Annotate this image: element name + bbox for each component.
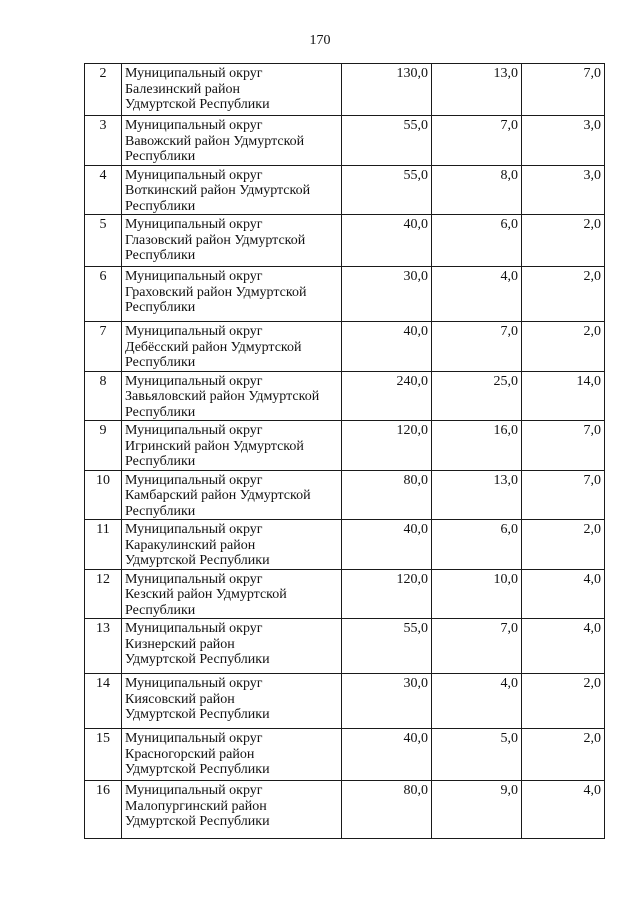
municipality-name-line: Республики: [125, 602, 196, 618]
municipality-name-line: Балезинский район: [125, 81, 240, 97]
value-col-2: 6,0: [432, 215, 522, 267]
municipality-name-line: Муниципальный округ: [125, 423, 263, 438]
data-table: [84, 63, 605, 839]
table-row: [85, 619, 605, 674]
value-col-1: 240,0: [342, 371, 432, 421]
municipality-name-line: Удмуртской Республики: [125, 652, 270, 667]
value-col-2: 4,0: [432, 267, 522, 322]
value-col-3: 2,0: [522, 322, 605, 372]
municipality-name: [122, 421, 342, 471]
value-col-3: 7,0: [522, 470, 605, 520]
value-col-2: 16,0: [432, 421, 522, 471]
value-col-1: 30,0: [342, 674, 432, 729]
value-col-2: 13,0: [432, 470, 522, 520]
municipality-name: [122, 470, 342, 520]
row-number: 15: [85, 729, 122, 781]
municipality-name-line: Игринский район Удмуртской: [125, 438, 304, 454]
municipality-name: [122, 64, 342, 116]
value-col-1: 55,0: [342, 619, 432, 674]
value-col-1: 40,0: [342, 215, 432, 267]
municipality-name-line: Малопургинский район: [125, 798, 267, 814]
municipality-name-line: Муниципальный округ: [125, 472, 263, 488]
row-number: 11: [85, 520, 122, 570]
row-number: 12: [85, 569, 122, 619]
value-col-3: 2,0: [522, 215, 605, 267]
municipality-name-line: Дебёсский район Удмуртской: [125, 339, 302, 355]
table-row: [85, 569, 605, 619]
municipality-name-line: Республики: [125, 149, 196, 164]
value-col-1: 120,0: [342, 421, 432, 471]
value-col-2: 7,0: [432, 619, 522, 674]
value-col-1: 40,0: [342, 322, 432, 372]
municipality-name-line: Республики: [125, 198, 196, 214]
municipality-name-line: Кизнерский район: [125, 636, 235, 652]
municipality-name: [122, 165, 342, 215]
municipality-name-line: Республики: [125, 300, 196, 315]
municipality-name-line: Республики: [125, 404, 196, 420]
page-number: 170: [309, 33, 331, 48]
value-col-2: 25,0: [432, 371, 522, 421]
value-col-1: 55,0: [342, 165, 432, 215]
municipality-name-line: Муниципальный округ: [125, 217, 263, 232]
municipality-name-line: Муниципальный округ: [125, 571, 263, 587]
municipality-name-line: Глазовский район Удмуртской: [125, 232, 306, 248]
municipality-name-line: Удмуртской Республики: [125, 814, 270, 829]
municipality-name-line: Киясовский район: [125, 691, 235, 707]
row-number: 9: [85, 421, 122, 471]
municipality-name: [122, 267, 342, 322]
value-col-3: 2,0: [522, 674, 605, 729]
value-col-1: 40,0: [342, 729, 432, 781]
value-col-1: 30,0: [342, 267, 432, 322]
value-col-1: 80,0: [342, 781, 432, 839]
table-row: [85, 421, 605, 471]
value-col-3: 3,0: [522, 165, 605, 215]
table-row: [85, 470, 605, 520]
row-number: 2: [85, 64, 122, 116]
value-col-3: 7,0: [522, 64, 605, 116]
value-col-3: 3,0: [522, 116, 605, 166]
row-number: 10: [85, 470, 122, 520]
value-col-1: 80,0: [342, 470, 432, 520]
value-col-2: 6,0: [432, 520, 522, 570]
municipality-name-line: Удмуртской Республики: [125, 553, 270, 568]
row-number: 14: [85, 674, 122, 729]
value-col-3: 14,0: [522, 371, 605, 421]
municipality-name-line: Граховский район Удмуртской: [125, 284, 307, 300]
row-number: 7: [85, 322, 122, 372]
value-col-2: 13,0: [432, 64, 522, 116]
value-col-3: 4,0: [522, 569, 605, 619]
municipality-name-line: Муниципальный округ: [125, 731, 263, 746]
municipality-name-line: Муниципальный округ: [125, 676, 263, 691]
table-row: [85, 781, 605, 839]
value-col-3: 4,0: [522, 781, 605, 839]
municipality-name-line: Республики: [125, 503, 196, 519]
municipality-name-line: Республики: [125, 355, 196, 370]
municipality-name-line: Муниципальный округ: [125, 783, 263, 798]
municipality-name-line: Удмуртской Республики: [125, 707, 270, 722]
municipality-name-line: Воткинский район Удмуртской: [125, 183, 311, 198]
municipality-name-line: Муниципальный округ: [125, 522, 263, 537]
value-col-2: 10,0: [432, 569, 522, 619]
table-row: [85, 116, 605, 166]
municipality-name: [122, 520, 342, 570]
municipality-name-line: Муниципальный округ: [125, 621, 263, 636]
value-col-3: 4,0: [522, 619, 605, 674]
municipality-name-line: Завьяловский район Удмуртской: [125, 389, 320, 404]
municipality-name: [122, 569, 342, 619]
municipality-name-line: Кезский район Удмуртской: [125, 587, 287, 602]
value-col-3: 7,0: [522, 421, 605, 471]
value-col-1: 120,0: [342, 569, 432, 619]
municipality-name: [122, 729, 342, 781]
municipality-name-line: Камбарский район Удмуртской: [125, 488, 311, 503]
row-number: 16: [85, 781, 122, 839]
value-col-2: 9,0: [432, 781, 522, 839]
municipality-name-line: Муниципальный округ: [125, 373, 263, 389]
municipality-name: [122, 371, 342, 421]
municipality-name-line: Удмуртской Республики: [125, 97, 270, 112]
municipality-name-line: Каракулинский район: [125, 537, 256, 553]
row-number: 3: [85, 116, 122, 166]
municipality-name: [122, 322, 342, 372]
municipality-name: [122, 781, 342, 839]
row-number: 5: [85, 215, 122, 267]
municipality-name-line: Красногорский район: [125, 746, 255, 762]
row-number: 8: [85, 371, 122, 421]
table-row: [85, 165, 605, 215]
municipality-name: [122, 674, 342, 729]
value-col-1: 55,0: [342, 116, 432, 166]
row-number: 6: [85, 267, 122, 322]
table-row: [85, 215, 605, 267]
value-col-2: 8,0: [432, 165, 522, 215]
value-col-2: 5,0: [432, 729, 522, 781]
table-row: [85, 64, 605, 116]
municipality-name-line: Республики: [125, 248, 196, 263]
row-number: 4: [85, 165, 122, 215]
municipality-name-line: Удмуртской Республики: [125, 762, 270, 777]
municipality-name-line: Муниципальный округ: [125, 66, 263, 81]
value-col-1: 130,0: [342, 64, 432, 116]
table-row: [85, 371, 605, 421]
municipality-name: [122, 215, 342, 267]
table-row: [85, 674, 605, 729]
value-col-3: 2,0: [522, 267, 605, 322]
value-col-2: 7,0: [432, 116, 522, 166]
value-col-1: 40,0: [342, 520, 432, 570]
value-col-2: 7,0: [432, 322, 522, 372]
municipality-name-line: Вавожский район Удмуртской: [125, 133, 305, 149]
table-row: [85, 729, 605, 781]
municipality-name-line: Муниципальный округ: [125, 269, 263, 284]
table-row: [85, 520, 605, 570]
value-col-3: 2,0: [522, 520, 605, 570]
table-row: [85, 267, 605, 322]
value-col-2: 4,0: [432, 674, 522, 729]
municipality-name: [122, 116, 342, 166]
value-col-3: 2,0: [522, 729, 605, 781]
municipality-name-line: Республики: [125, 454, 196, 469]
municipality-name: [122, 619, 342, 674]
municipality-name-line: Муниципальный округ: [125, 167, 263, 183]
table-row: [85, 322, 605, 372]
municipality-name-line: Муниципальный округ: [125, 118, 263, 133]
municipality-name-line: Муниципальный округ: [125, 324, 263, 339]
row-number: 13: [85, 619, 122, 674]
